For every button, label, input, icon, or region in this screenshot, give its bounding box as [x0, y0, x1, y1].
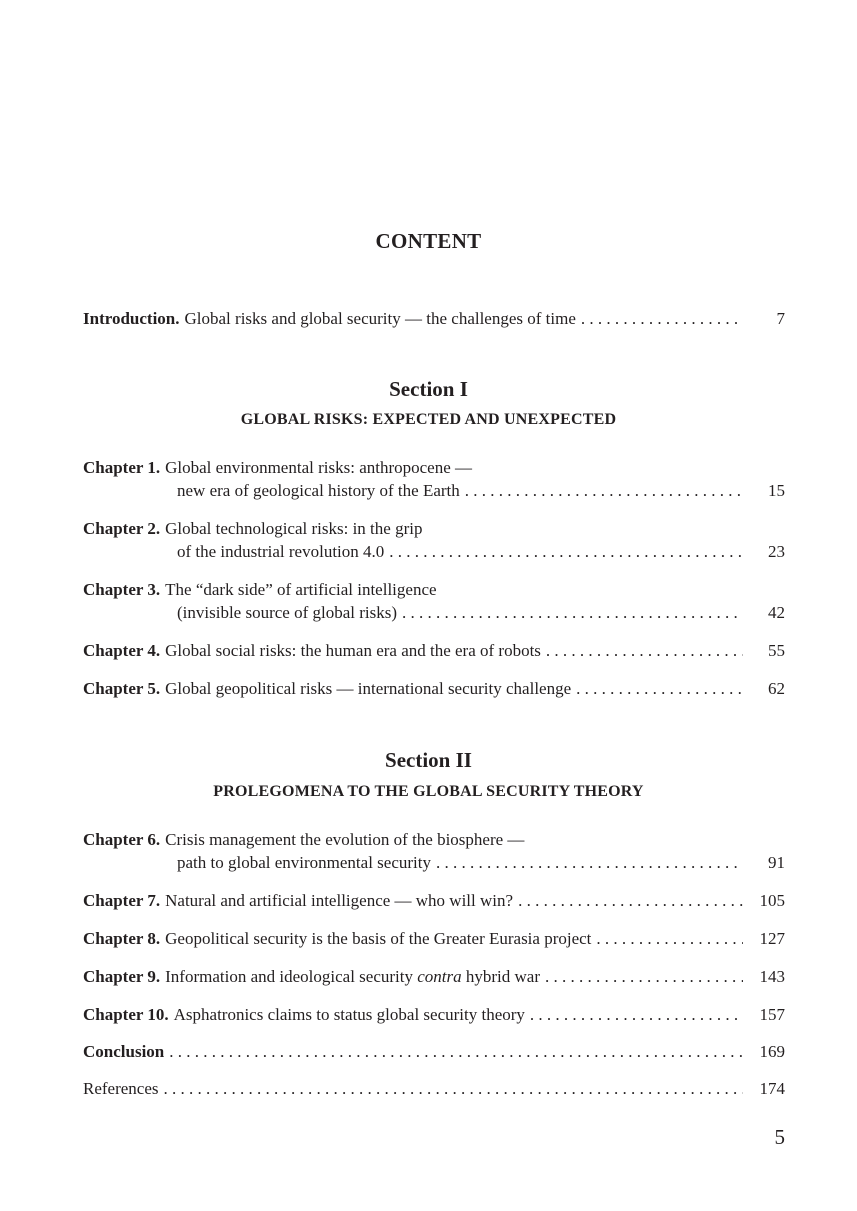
toc-text: (invisible source of global risks) [177, 603, 398, 622]
toc-text: Natural and artificial intelligence — who will win? [165, 891, 514, 910]
toc-entry-conclusion[interactable] [83, 1040, 785, 1063]
toc-text [165, 965, 540, 988]
page-number-folio: 5 [774, 1125, 785, 1149]
toc-label: References [83, 1079, 159, 1098]
toc-text: Global technological risks: in the grip [165, 519, 423, 538]
toc-entry-chapter-6[interactable] [83, 828, 785, 874]
section-subtitle: PROLEGOMENA TO THE GLOBAL SECURITY THEORY [213, 783, 644, 800]
toc-text-italic: contra [417, 967, 462, 986]
toc-entry-chapter-3[interactable] [83, 578, 785, 624]
section-heading: Section I [389, 377, 468, 401]
toc-label: Chapter 5. [83, 679, 161, 698]
dot-leader [530, 1003, 743, 1026]
toc-page-number: 7 [776, 309, 785, 328]
toc-text: The “dark side” of artificial intelligence [165, 580, 437, 599]
toc-text: Global risks and global security — the challenges of time [184, 309, 576, 328]
toc-label: Chapter 9. [83, 967, 161, 986]
section-subtitle: GLOBAL RISKS: EXPECTED AND UNEXPECTED [240, 411, 617, 428]
toc-entry-chapter-4[interactable] [83, 639, 785, 662]
toc-entry-chapter-8[interactable] [83, 927, 785, 950]
toc-text-part: Information and ideological security [165, 967, 418, 986]
toc-page-number: 169 [759, 1042, 785, 1061]
dot-leader [389, 540, 743, 563]
page-title: CONTENT [375, 229, 482, 253]
toc-page-number: 42 [768, 603, 785, 622]
toc-label: Introduction. [83, 309, 180, 328]
dot-leader [596, 927, 743, 950]
toc-page-number: 157 [759, 1005, 785, 1024]
toc-entry-chapter-1[interactable] [83, 456, 785, 502]
toc-page-number: 105 [759, 891, 785, 910]
toc-entry-chapter-7[interactable] [83, 889, 785, 912]
toc-entry-introduction[interactable] [83, 307, 785, 330]
toc-page-number: 55 [768, 641, 785, 660]
toc-label: Chapter 8. [83, 929, 161, 948]
dot-leader [402, 601, 743, 624]
toc-entry-chapter-5[interactable] [83, 677, 785, 700]
toc-entry-references[interactable] [83, 1077, 785, 1100]
dot-leader [576, 677, 743, 700]
toc-text: Global social risks: the human era and the era of robots [165, 641, 541, 660]
toc-label: Chapter 4. [83, 641, 161, 660]
toc-entry-chapter-10[interactable] [83, 1003, 785, 1026]
toc-page-number: 15 [768, 481, 785, 500]
toc-page-number: 91 [768, 853, 785, 872]
toc-text: of the industrial revolution 4.0 [177, 542, 385, 561]
toc-label: Chapter 1. [83, 458, 161, 477]
dot-leader [164, 1077, 743, 1100]
toc-text: Global geopolitical risks — international security challenge [165, 679, 572, 698]
toc-text: path to global environmental security [177, 853, 431, 872]
dot-leader [581, 307, 743, 330]
toc-page-number: 127 [759, 929, 785, 948]
toc-label: Chapter 6. [83, 830, 161, 849]
section-heading: Section II [385, 748, 472, 772]
toc-page-number: 174 [759, 1079, 785, 1098]
toc-label: Chapter 7. [83, 891, 161, 910]
toc-text: new era of geological history of the Earth [177, 481, 460, 500]
toc-text: Asphatronics claims to status global security theory [173, 1005, 525, 1024]
dot-leader [169, 1040, 743, 1063]
toc-page-number: 23 [768, 542, 785, 561]
dot-leader [436, 851, 743, 874]
toc-entry-chapter-9[interactable] [83, 965, 785, 988]
toc-text: Crisis management the evolution of the biosphere — [165, 830, 525, 849]
toc-page-number: 143 [759, 967, 785, 986]
toc-label: Chapter 3. [83, 580, 161, 599]
dot-leader [465, 479, 743, 502]
toc-page-number: 62 [768, 679, 785, 698]
dot-leader [546, 639, 743, 662]
dot-leader [545, 965, 743, 988]
toc-label: Chapter 2. [83, 519, 161, 538]
dot-leader [518, 889, 743, 912]
toc-text: Global environmental risks: anthropocene — [165, 458, 473, 477]
toc-label: Conclusion [83, 1042, 165, 1061]
toc-text-part: hybrid war [461, 967, 540, 986]
toc-entry-chapter-2[interactable] [83, 517, 785, 563]
toc-label: Chapter 10. [83, 1005, 169, 1024]
toc-text: Geopolitical security is the basis of the Greater Eurasia project [165, 929, 592, 948]
